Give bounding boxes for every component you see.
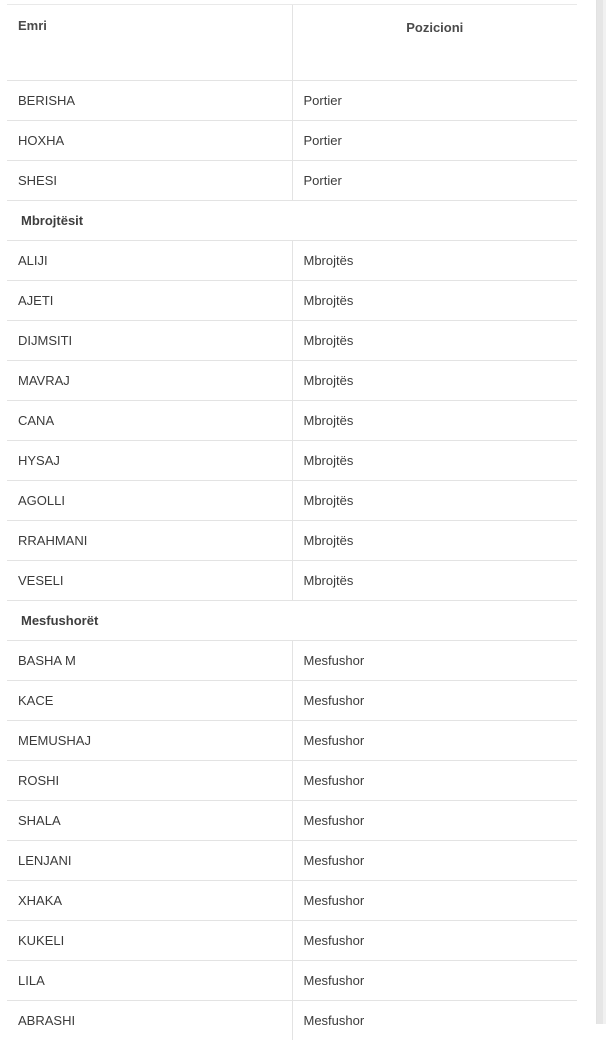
- player-position-cell: Mesfushor: [292, 881, 577, 921]
- table-row: [7, 521, 577, 561]
- table-row: [7, 81, 577, 121]
- player-name-cell: XHAKA: [7, 881, 292, 921]
- player-name-cell: KACE: [7, 681, 292, 721]
- table-row: [7, 321, 577, 361]
- player-name-cell: MAVRAJ: [7, 361, 292, 401]
- table-row: [7, 561, 577, 601]
- player-position-cell: Mesfushor: [292, 1001, 577, 1040]
- player-name-cell: VESELI: [7, 561, 292, 601]
- player-name-cell: AJETI: [7, 281, 292, 321]
- player-name-cell: RRAHMANI: [7, 521, 292, 561]
- player-name-cell: SHESI: [7, 161, 292, 201]
- scrollbar-thumb[interactable]: [597, 0, 603, 1024]
- player-position-cell: Portier: [292, 121, 577, 161]
- player-position-cell: Mesfushor: [292, 801, 577, 841]
- player-position-cell: Mesfushor: [292, 641, 577, 681]
- group-heading-row: [7, 201, 577, 241]
- player-position-cell: Mesfushor: [292, 761, 577, 801]
- player-position-cell: Mesfushor: [292, 681, 577, 721]
- table-row: [7, 361, 577, 401]
- player-position-cell: Mbrojtës: [292, 441, 577, 481]
- table-row: [7, 441, 577, 481]
- table-row: [7, 121, 577, 161]
- player-name-cell: CANA: [7, 401, 292, 441]
- player-name-cell: LENJANI: [7, 841, 292, 881]
- player-name-cell: DIJMSITI: [7, 321, 292, 361]
- player-name-cell: LILA: [7, 961, 292, 1001]
- player-position-cell: Mbrojtës: [292, 521, 577, 561]
- table-row: [7, 281, 577, 321]
- player-name-cell: SHALA: [7, 801, 292, 841]
- player-name-cell: BERISHA: [7, 81, 292, 121]
- table-row: [7, 681, 577, 721]
- player-name-cell: ROSHI: [7, 761, 292, 801]
- page-edge: [606, 0, 614, 1024]
- player-position-cell: Mbrojtës: [292, 321, 577, 361]
- player-name-cell: ABRASHI: [7, 1001, 292, 1040]
- player-position-cell: Mbrojtës: [292, 481, 577, 521]
- table-row: [7, 401, 577, 441]
- group-heading: Mbrojtësit: [7, 201, 577, 241]
- column-header-name: Emri: [7, 5, 292, 81]
- player-position-cell: Portier: [292, 81, 577, 121]
- table-row: [7, 1001, 577, 1040]
- player-name-cell: BASHA M: [7, 641, 292, 681]
- table-body: [7, 81, 577, 1040]
- group-heading-row: [7, 601, 577, 641]
- player-position-cell: Mbrojtës: [292, 361, 577, 401]
- player-position-cell: Mesfushor: [292, 841, 577, 881]
- table-row: [7, 761, 577, 801]
- player-position-cell: Mbrojtës: [292, 401, 577, 441]
- player-position-cell: Mesfushor: [292, 721, 577, 761]
- table-row: [7, 721, 577, 761]
- player-position-cell: Mbrojtës: [292, 241, 577, 281]
- player-position-cell: Mesfushor: [292, 961, 577, 1001]
- player-position-cell: Mbrojtës: [292, 561, 577, 601]
- player-name-cell: HYSAJ: [7, 441, 292, 481]
- player-name-cell: ALIJI: [7, 241, 292, 281]
- table-row: [7, 801, 577, 841]
- squad-table: [7, 4, 577, 1040]
- player-name-cell: KUKELI: [7, 921, 292, 961]
- player-name-cell: HOXHA: [7, 121, 292, 161]
- player-position-cell: Mbrojtës: [292, 281, 577, 321]
- table-row: [7, 161, 577, 201]
- table-row: [7, 961, 577, 1001]
- player-position-cell: Mesfushor: [292, 921, 577, 961]
- column-header-position: Pozicioni: [292, 5, 577, 81]
- table-row: [7, 641, 577, 681]
- player-name-cell: MEMUSHAJ: [7, 721, 292, 761]
- table-row: [7, 241, 577, 281]
- table-row: [7, 841, 577, 881]
- table-row: [7, 921, 577, 961]
- player-name-cell: AGOLLI: [7, 481, 292, 521]
- table-row: [7, 881, 577, 921]
- table-row: [7, 481, 577, 521]
- group-heading: Mesfushorët: [7, 601, 577, 641]
- player-position-cell: Portier: [292, 161, 577, 201]
- table-header-row: [7, 5, 577, 81]
